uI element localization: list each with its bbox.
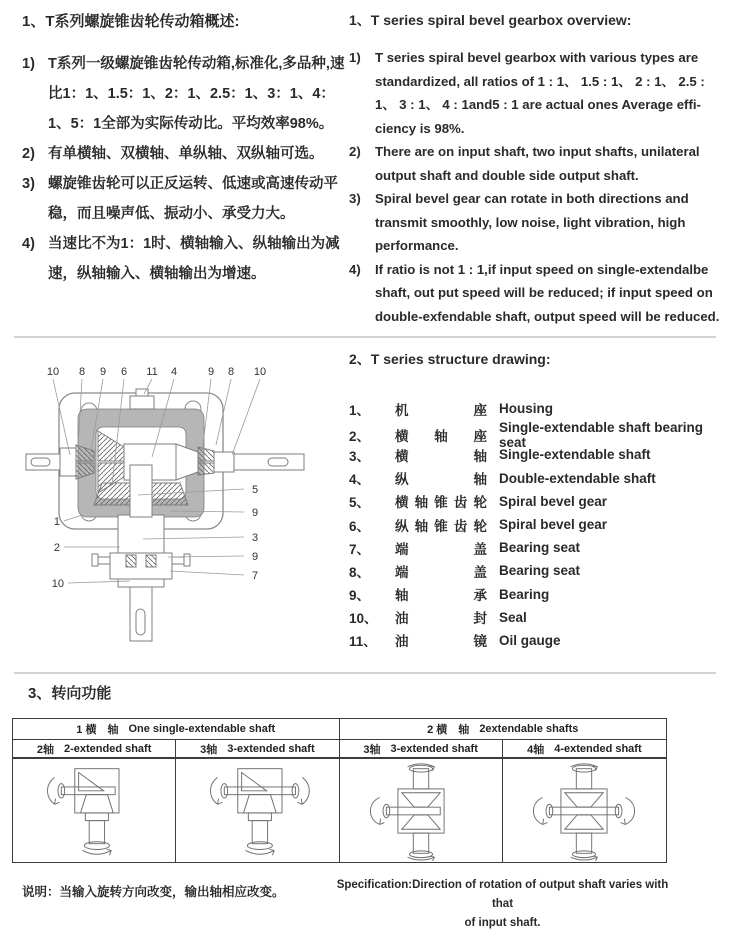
table-diagram-cell [503,759,666,862]
list-item [349,140,723,187]
table-diagram-cell [340,759,503,862]
callout-number: 11 [146,366,158,378]
callout-number: 10 [46,366,60,378]
callout-number: 2 [53,542,60,554]
oil-gauge-cap [130,389,154,409]
callout-number: 9 [99,366,107,378]
callout-number: 1 [53,516,60,528]
item-text: If ratio is not 1 : 1,if input speed on single-extendalbe shaft, out put speed will be reduced; if input speed on double-exfendable shaft, output speed will be reduced. [375,261,720,324]
callout-number: 9 [252,551,259,563]
part-name-cn: 横 轴 [395,448,487,464]
part-number: 2、 [349,429,371,445]
parts-row [349,536,724,559]
table-group-header [13,719,340,740]
group-label-cn: 1 横 轴 [76,724,119,736]
column-label-cn: 3轴 [200,743,218,756]
list-item [349,258,723,329]
part-name-cn: 油 封 [395,611,487,627]
callout-number: 8 [78,366,86,378]
callout-number: 7 [252,570,259,582]
column-label-en: 2-extended shaft [63,742,152,755]
part-name-en: Spiral bevel gear [499,517,608,533]
item-number: 2) [349,144,361,159]
part-name-en: Spiral bevel gear [499,493,608,509]
item-text: Spiral bevel gear can rotate in both directions and transmit smoothly, low noise, light vibration, high performance. [375,191,689,253]
table-column-header [13,740,176,759]
column-label-cn: 3轴 [363,743,381,756]
overview-heading-cn: 1、T系列螺旋锥齿轮传动箱概述: [22,13,240,30]
list-item [22,229,347,289]
callout-number: 8 [227,366,235,378]
diagram-3-extended-shaft-vertical [351,761,491,861]
item-text: T系列一级螺旋锥齿轮传动箱,标准化,多品种,速比1：1、1.5：1、2：1、2.5：1、3：1、4：1、5：1全部为实际传动比。平均效率98%。 [48,56,345,132]
part-name-en: Housing [499,401,553,417]
part-number: 11、 [349,634,377,650]
part-name-cn: 轴 承 [395,588,487,604]
part-name-cn: 纵轴锥齿轮 [395,518,487,534]
part-number: 8、 [349,564,371,580]
parts-row [349,583,724,606]
parts-list [349,397,724,652]
part-name-en: Bearing [499,586,550,602]
group-label-en: One single-extendable shaft [128,723,276,735]
part-number: 1、 [349,402,371,418]
parts-row [349,513,724,536]
structure-heading: 2、T series structure drawing: [349,351,551,367]
parts-row [349,490,724,513]
item-number: 4) [349,261,361,277]
part-number: 6、 [349,518,371,534]
part-number: 10、 [349,611,378,627]
callout-number: 9 [252,507,259,519]
parts-row [349,606,724,629]
structure-drawing [18,357,318,663]
part-name-en: Oil gauge [499,632,561,648]
item-text: T series spiral bevel gearbox with various types are standardized, all ratios of 1 : 1、 1.5 : 1、 2 : 1、 2.5 : 1、 3 : 1、 4 : 1and5 : 1 are actual ones Average effi-ciency is 98%. [375,50,705,136]
part-number: 5、 [349,495,371,511]
part-name-en: Seal [499,609,527,625]
part-number: 7、 [349,541,371,557]
part-name-en: Bearing seat [499,540,581,556]
part-name-cn: 端 盖 [395,564,487,580]
column-label-en: 3-extended shaft [390,742,478,755]
part-name-cn: 端 盖 [395,541,487,557]
direction-heading: 3、转向功能 [28,685,112,702]
parts-row [349,629,724,652]
item-text: There are on input shaft, two input shafts, unilateral output shaft and double side output shaft. [375,144,700,183]
parts-row [349,559,724,582]
parts-row [349,467,724,490]
column-label-cn: 4轴 [527,743,545,756]
column-label-en: 3-extended shaft [227,742,315,755]
callout-number: 3 [252,532,259,544]
part-name-en: Single-extendable shaft [499,447,651,463]
note-english-line: Specification:Direction of rotation of output shaft varies with that [336,879,669,910]
part-name-en: Bearing seat [499,563,581,579]
callout-number: 9 [207,366,215,378]
column-label-en: 4-extended shaft [554,742,642,755]
part-name-cn: 横 轴 座 [395,429,487,445]
callout-number: 10 [253,366,267,378]
callout-number: 5 [252,484,259,496]
item-number: 3) [22,176,35,192]
item-text: 当速比不为1：1时、横轴输入、纵轴输出为减速，纵轴输入、横轴输出为增速。 [48,236,340,282]
list-item [349,187,723,258]
diagram-3-extended-shaft-horizontal [187,761,327,861]
item-number: 3) [349,191,361,206]
part-number: 9、 [349,588,371,604]
item-text: 有单横轴、双横轴、单纵轴、双纵轴可选。 [48,146,324,162]
vertical-shaft [92,465,190,641]
parts-row [349,443,724,466]
part-name-en: Double-extendable shaft [499,470,656,486]
table-diagram-cell [176,759,339,862]
callout-number: 10 [51,578,64,590]
callout-number: 4 [170,366,178,378]
item-number: 1) [349,50,361,65]
section-divider [14,672,716,674]
overview-english-column [349,10,723,328]
overview-heading-en: 1、T series spiral bevel gearbox overview: [349,12,632,28]
diagram-4-extended-shaft [514,761,654,861]
part-name-cn: 横轴锥齿轮 [395,495,487,511]
table-group-header [340,719,667,740]
part-name-cn: 纵 轴 [395,472,487,488]
note-chinese: 说明：当输入旋转方向改变，输出轴相应改变。 [22,885,285,899]
part-name-cn: 机 座 [395,402,487,418]
structure-parts-column [349,349,724,652]
note-english-line: of input shaft. [464,917,541,929]
list-item [22,169,347,229]
list-item [349,46,723,140]
group-label-en: 2extendable shafts [479,723,579,735]
note-english [330,876,675,933]
part-number: 4、 [349,472,371,488]
section-divider [14,336,716,338]
part-name-cn: 油 镜 [395,634,487,650]
parts-row [349,420,724,451]
table-column-header [503,740,666,759]
part-name-en: Single-extendable shaft bearing seat [499,420,704,451]
table-column-header [340,740,503,759]
part-number: 3、 [349,448,371,464]
parts-row [349,397,724,420]
overview-chinese-column [22,10,347,289]
group-label-cn: 2 横 轴 [427,724,470,736]
diagram-2-extended-shaft [24,761,164,861]
list-item [22,49,347,139]
item-text: 螺旋锥齿轮可以正反运转、低速或高速传动平稳，而且噪声低、振动小、承受力大。 [48,176,338,222]
item-number: 4) [22,236,35,252]
table-column-header [176,740,339,759]
list-item [22,139,347,169]
callout-number: 6 [120,366,128,378]
column-label-cn: 2轴 [36,743,54,756]
direction-table [12,718,667,863]
item-number: 2) [22,146,35,162]
item-number: 1) [22,56,35,72]
table-diagram-cell [13,759,176,862]
